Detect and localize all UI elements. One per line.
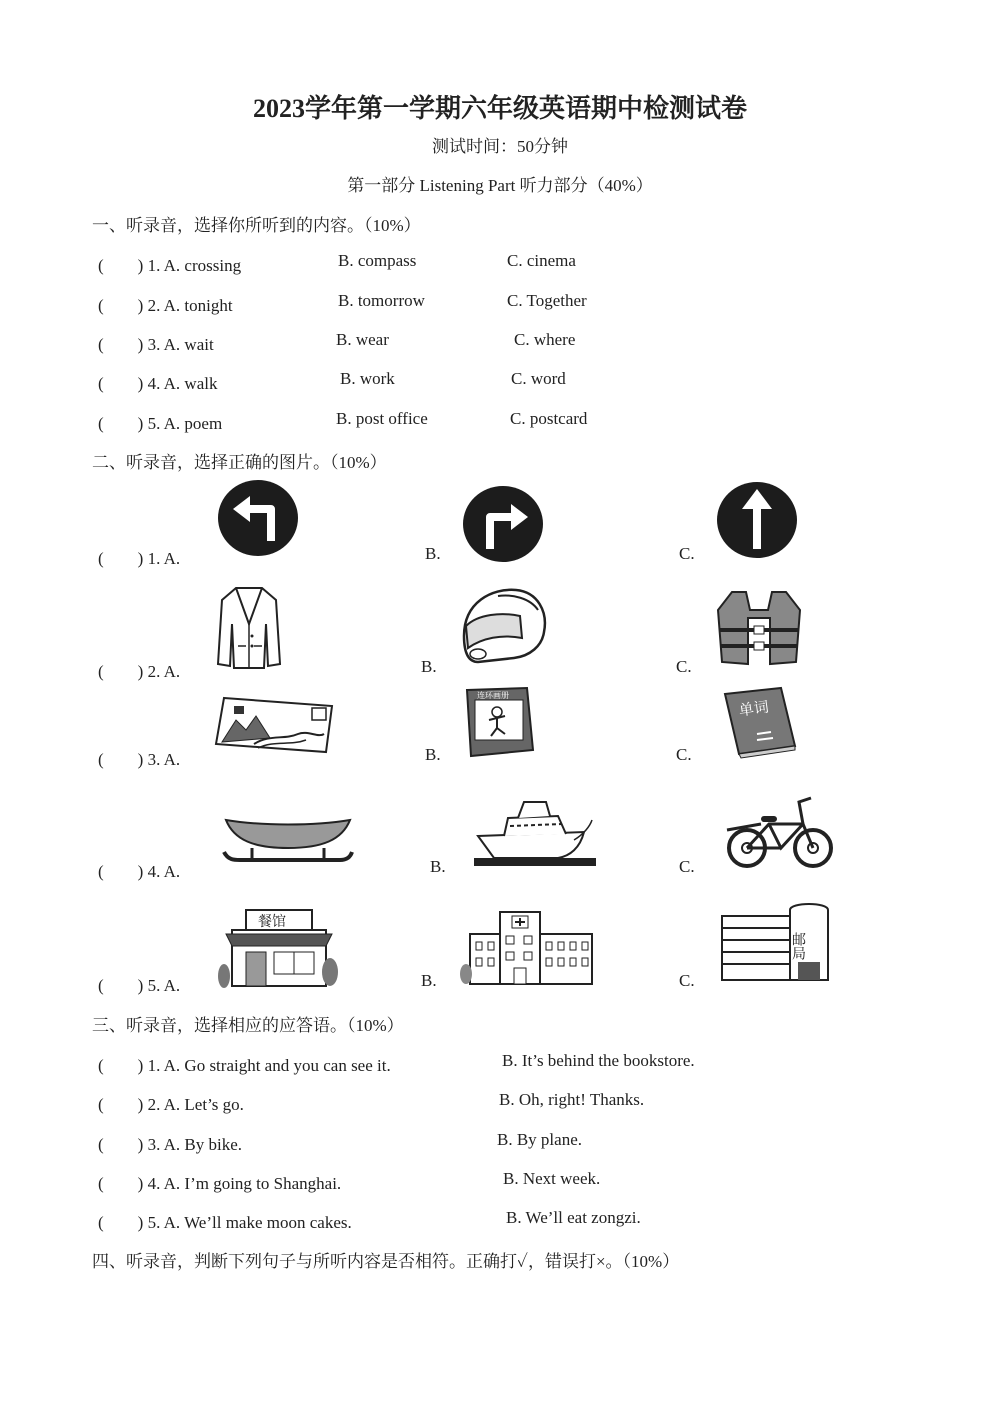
jacket-icon xyxy=(216,584,282,670)
option-c: C. xyxy=(676,745,692,764)
go-straight-sign-icon xyxy=(716,481,798,559)
option-c: C. Together xyxy=(507,291,587,310)
part-one-heading: 第一部分 Listening Part 听力部分（40%） xyxy=(347,176,653,195)
question-text: ( ) 1. A. xyxy=(98,549,181,568)
option-b: B. xyxy=(421,657,437,676)
question-text: ( ) 2. A. Let’s go. xyxy=(98,1095,244,1114)
option-c: C. postcard xyxy=(510,409,588,428)
option-c: C. where xyxy=(514,330,576,349)
section-1-heading: 一、听录音，选择你所听到的内容。（10%） xyxy=(92,216,421,235)
restaurant-icon xyxy=(218,906,338,990)
helmet-icon xyxy=(458,586,550,668)
turn-left-sign-icon xyxy=(217,479,299,557)
question-text: ( ) 2. A. tonight xyxy=(98,296,233,315)
option-b: B. tomorrow xyxy=(338,291,425,310)
option-b: B. xyxy=(425,544,441,563)
option-b: B. xyxy=(421,971,437,990)
question-text: ( ) 1. A. Go straight and you can see it. xyxy=(98,1056,391,1075)
option-b: B. xyxy=(430,857,446,876)
postcard-icon xyxy=(214,694,336,756)
section-4-heading: 四、听录音，判断下列句子与所听内容是否相符。正确打✓，错误打×。（10%） xyxy=(92,1252,680,1271)
option-c: C. xyxy=(679,857,695,876)
option-b: B. We’ll eat zongzi. xyxy=(506,1208,641,1227)
question-text: ( ) 3. A. xyxy=(98,750,181,769)
test-time: 测试时间：50分钟 xyxy=(432,137,568,156)
bike-icon xyxy=(723,794,835,870)
option-c: C. xyxy=(679,971,695,990)
hospital-icon xyxy=(460,908,602,986)
post-office-sign: 邮局 xyxy=(790,932,806,960)
option-c: C. word xyxy=(511,369,566,388)
question-text: ( ) 4. A. I’m going to Shanghai. xyxy=(98,1174,342,1193)
section-3-heading: 三、听录音，选择相应的应答语。（10%） xyxy=(92,1016,404,1035)
option-b: B. work xyxy=(340,369,395,388)
option-b: B. By plane. xyxy=(497,1130,582,1149)
question-text: ( ) 4. A. xyxy=(98,862,181,881)
option-c: C. xyxy=(676,657,692,676)
option-b: B. It’s behind the bookstore. xyxy=(502,1051,695,1070)
question-text: ( ) 5. A. We’ll make moon cakes. xyxy=(98,1213,352,1232)
life-vest-icon xyxy=(716,588,802,668)
comic-book-icon xyxy=(463,686,537,758)
comic-book-title: 连环画册 xyxy=(477,691,509,700)
question-text: ( ) 3. A. By bike. xyxy=(98,1135,243,1154)
section-2-heading: 二、听录音，选择正确的图片。（10%） xyxy=(92,453,387,472)
option-b: B. Oh, right! Thanks. xyxy=(499,1090,645,1109)
question-text: ( ) 3. A. wait xyxy=(98,335,214,354)
word-book-icon xyxy=(721,686,799,758)
sled-icon xyxy=(222,812,354,866)
question-text: ( ) 1. A. crossing xyxy=(98,256,242,275)
option-b: B. compass xyxy=(338,251,417,270)
question-text: ( ) 2. A. xyxy=(98,662,181,681)
question-text: ( ) 5. A. xyxy=(98,976,181,995)
option-b: B. wear xyxy=(336,330,389,349)
page-title: 2023学年第一学期六年级英语期中检测试卷 xyxy=(252,94,747,123)
ship-icon xyxy=(474,796,600,868)
question-text: ( ) 5. A. poem xyxy=(98,414,223,433)
turn-right-sign-icon xyxy=(462,485,544,563)
option-c: C. xyxy=(679,544,695,563)
restaurant-sign: 餐馆 xyxy=(258,914,286,930)
option-c: C. cinema xyxy=(507,251,576,270)
question-text: ( ) 4. A. walk xyxy=(98,374,218,393)
option-b: B. xyxy=(425,745,441,764)
option-b: B. post office xyxy=(336,409,428,428)
word-book-title: 单词 xyxy=(737,697,770,720)
option-b: B. Next week. xyxy=(503,1169,601,1188)
post-office-icon xyxy=(718,896,834,986)
